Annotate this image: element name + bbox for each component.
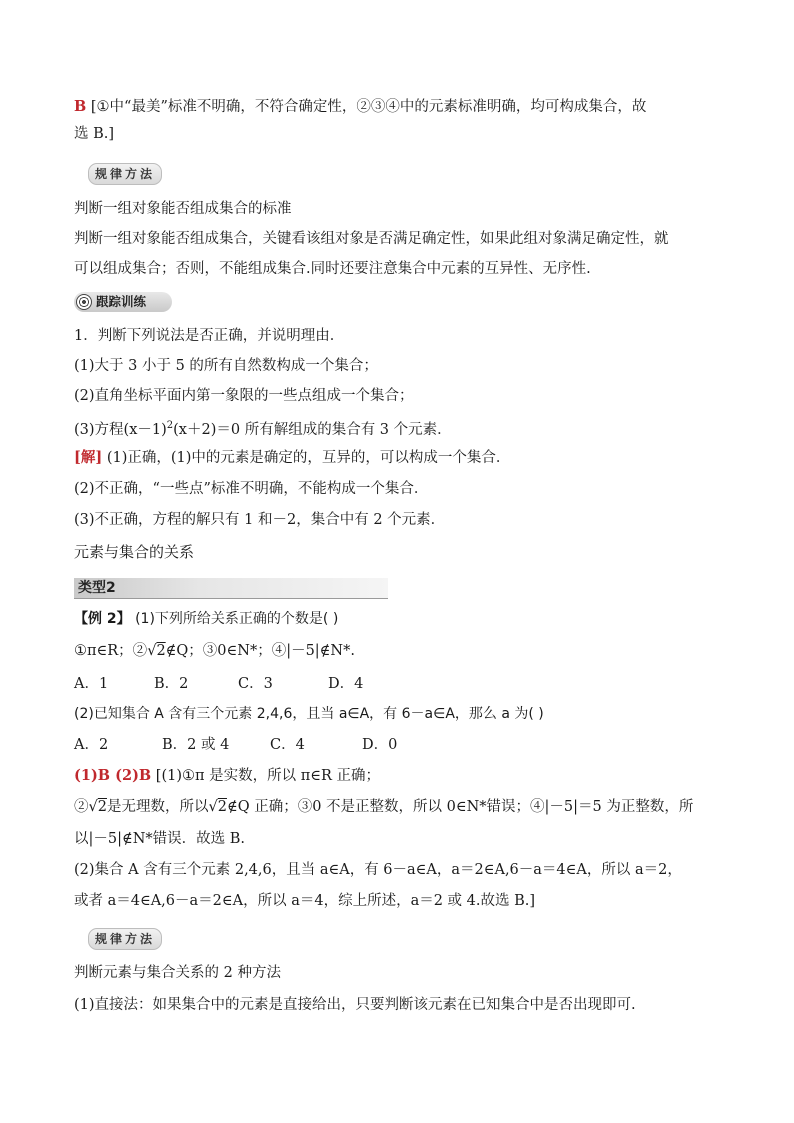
option-1d: D．4	[328, 676, 364, 692]
solution-line-3: (3)不正确，方程的解只有 1 和－2，集合中有 2 个元素．	[74, 512, 446, 528]
item3-pre: (3)方程(x－1)	[74, 421, 167, 438]
method-text-2: 可以组成集合；否则，不能组成集合.同时还要注意集合中元素的互异性、无序性.	[74, 261, 591, 277]
option-2b: B．2 或 4	[162, 737, 230, 753]
example-answer-tag: (1)B (2)B	[74, 767, 152, 784]
target-icon	[76, 294, 92, 310]
example-tag: 【例 2】	[74, 611, 131, 627]
option-1c: C．3	[238, 676, 273, 692]
solution-text-1: (1)正确，(1)中的元素是确定的，互异的，可以构成一个集合．	[102, 450, 511, 466]
example-relations: ①π∈R；②√2∉Q；③0∈N*；④|－5|∉N*.	[74, 643, 355, 659]
answer-text-1: [①中“最美”标准不明确，不符合确定性，②③④中的元素标准明确，均可构成集合，故	[90, 99, 647, 115]
sol-b-sqrt: 2	[97, 799, 107, 815]
example-sol-line-e: 或者 a＝4∈A,6－a＝2∈A，所以 a＝4，综上所述，a＝2 或 4.故选 B.]	[74, 893, 536, 909]
exercise-item-3	[74, 415, 724, 441]
example-question-1	[74, 608, 724, 630]
example-sol-a: [(1)①π 是实数，所以 π∈R 正确；	[151, 768, 381, 784]
option-2a: A．2	[74, 737, 109, 753]
exercise-question: 1．判断下列说法是否正确，并说明理由．	[74, 328, 345, 344]
option-1b: B．2	[154, 676, 189, 692]
example-question-2: (2)已知集合 A 含有三个元素 2,4,6，且当 a∈A，有 6－a∈A，那么 a 为( )	[74, 706, 544, 722]
type-bar	[74, 578, 388, 599]
section-title: 元素与集合的关系	[74, 543, 195, 561]
options-row-2	[74, 734, 724, 756]
options-row-1	[74, 673, 724, 695]
sol-b-sqrt2: 2	[217, 799, 227, 815]
answer-letter: B	[74, 98, 87, 115]
solution-line-2: (2)不正确，“一些点”标准不明确，不能构成一个集合．	[74, 481, 429, 497]
rel-part-2: ∉Q；③0∈N*；④|－5|∉N*.	[165, 643, 355, 659]
option-1a: A．1	[74, 676, 109, 692]
exercise-item-2: (2)直角坐标平面内第一象限的一些点组成一个集合；	[74, 388, 414, 404]
example-answer-line	[74, 765, 724, 787]
item3-sup: 2	[166, 420, 174, 431]
method-heading: 判断一组对象能否组成集合的标准	[74, 201, 292, 217]
solution-line-1	[74, 447, 724, 469]
sol-b2: 是无理数，所以	[106, 799, 209, 815]
track-badge-label: 跟踪训练	[96, 294, 147, 309]
method2-text-1: (1)直接法：如果集合中的元素是直接给出，只要判断该元素在已知集合中是否出现即可.	[74, 997, 636, 1013]
sol-b1: ②	[74, 799, 89, 815]
answer-line-1	[74, 96, 724, 118]
example-sol-line-b: ②√2是无理数，所以√2∉Q 正确；③0 不是正整数，所以 0∈N*错误；④|－5|＝5 为正整数，所	[74, 799, 694, 815]
method-badge-2: 规律方法	[88, 928, 162, 950]
item3-post: (x＋2)＝0 所有解组成的集合有 3 个元素．	[173, 421, 452, 438]
exercise-item-1: (1)大于 3 小于 5 的所有自然数构成一个集合；	[74, 358, 378, 374]
sol-b3: ∉Q 正确；③0 不是正整数，所以 0∈N*错误；④|－5|＝5 为正整数，所	[226, 799, 694, 815]
type-label: 类型2	[78, 580, 116, 596]
example-sol-line-c: 以|－5|∉N*错误．故选 B.	[74, 831, 246, 847]
solution-tag: [解]	[74, 449, 103, 466]
example-sol-line-d: (2)集合 A 含有三个元素 2,4,6，且当 a∈A，有 6－a∈A，a＝2∈A,6－a＝4∈A，所以 a＝2，	[74, 862, 682, 878]
example-q1: (1)下列所给关系正确的个数是( )	[130, 611, 339, 627]
method-text-1: 判断一组对象能否组成集合，关键看该组对象是否满足确定性，如果此组对象满足确定性，就	[74, 231, 669, 247]
option-2c: C．4	[270, 737, 305, 753]
rel-part-1: ①π∈R；②	[74, 643, 148, 659]
track-training-badge	[74, 292, 172, 312]
method-badge: 规律方法	[88, 163, 162, 185]
rel-sqrt: 2	[156, 643, 166, 659]
option-2d: D．0	[362, 737, 398, 753]
answer-line-2: 选 B.]	[74, 126, 115, 142]
method2-heading: 判断元素与集合关系的 2 种方法	[74, 965, 281, 981]
